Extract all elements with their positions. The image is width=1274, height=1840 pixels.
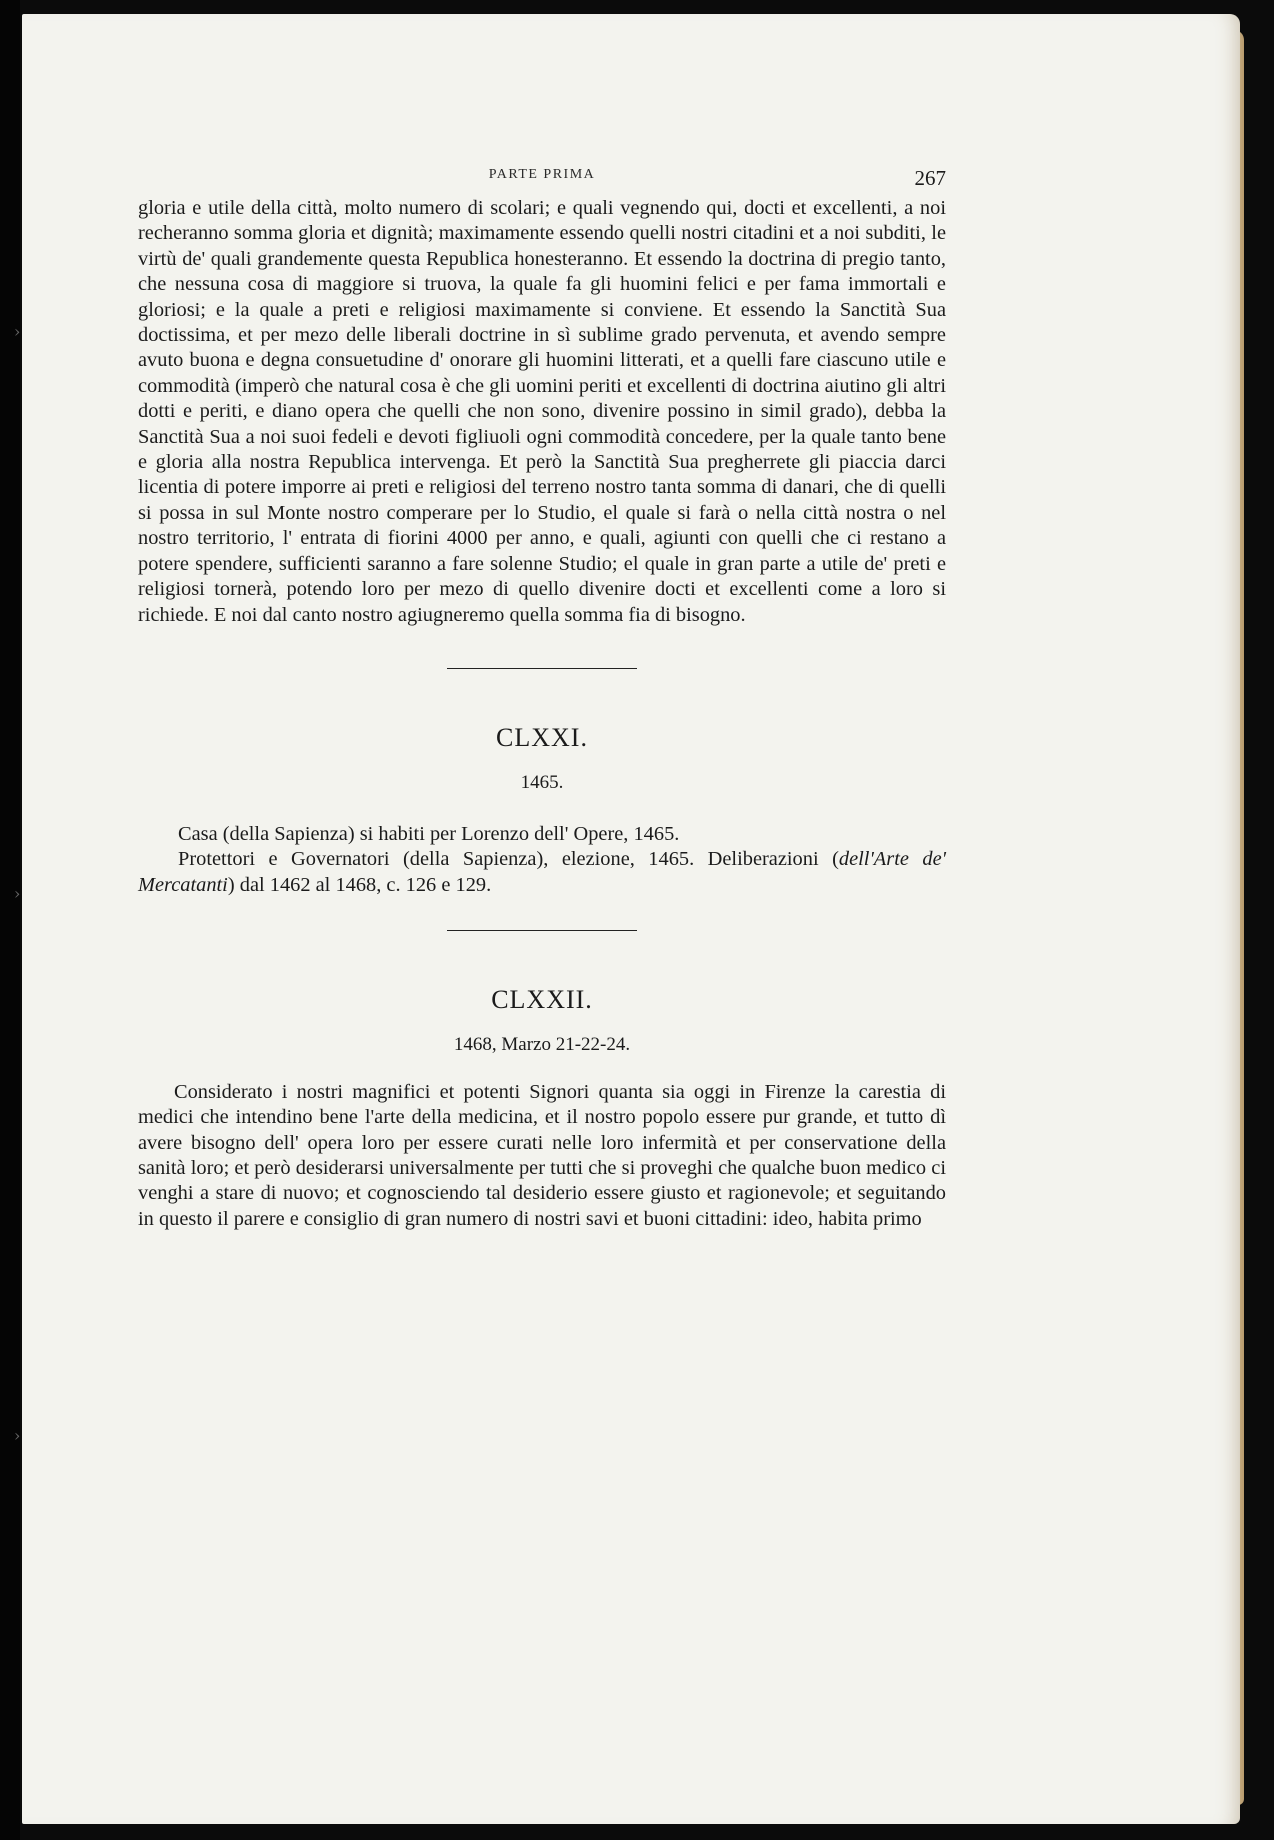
entry-protettori-text: Protettori e Governatori (della Sapienza), elezione, 1465. Deliberazioni ( (178, 848, 839, 871)
scan-left-border (0, 0, 20, 1840)
margin-mark: › (14, 322, 21, 341)
section-divider (447, 668, 637, 669)
document-date: 1468, Marzo 21-22-24. (453, 1034, 631, 1056)
running-head-title: PARTE PRIMA (488, 167, 596, 182)
entry-protettori (138, 847, 946, 898)
entry-casa: Casa (della Sapienza) si habiti per Lorenzo dell' Opere, 1465. (178, 822, 680, 845)
entry-protettori-tail: ) dal 1462 al 1468, c. 126 e 129. (227, 873, 492, 896)
document-paragraph: Considerato i nostri magnifici et potenti Signori quanta sia oggi in Firenze la carestia di medici che intendino bene l'arte della medicina, et il nostro popolo essere pur grande, et tutto dì avere bisogno dell' opera loro per essere curati nelle loro infermità et per conservatione della sanità loro; et però desiderarsi universalmente per tutti che si proveghi che qualche buon medico ci venghi a stare di nuovo; et cognosciendo tal desiderio essere giusto et ragionevole; et seguitando in questo il parere e consiglio di gran numero di nostri savi et buoni cittadini: ideo, habita primo (138, 1080, 946, 1230)
document-body (138, 1080, 946, 1232)
margin-mark: › (14, 1426, 21, 1445)
page-number: 267 (914, 166, 946, 190)
continuation-paragraph: gloria e utile della città, molto numero di scolari; e quali vegnendo qui, docti et excellenti, a noi recheranno somma gloria et dignità; maximamente essendo quelli nostri citadini et a noi subditi, le virtù de' quali grandemente questa Republica honesteranno. Et essendo la doctrina di pregio tanto, che nessuna cosa di maggiore si truova, la quale fa gli huomini felici e per fama immortali e gloriosi; e la quale a preti e religiosi maximamente si conviene. Et essendo la Sanctità Sua doctissima, et per mezo delle liberali doctrine in sì sublime grado pervenuta, et avendo sempre avuto buona e degna consuetudine d' onorare gli huomini litterati, et a quelli fare ciascuno utile e commodità (imperò che natural cosa è che gli uomini periti et excellenti di doctrina aiutino gli altri dotti e periti, e diano opera che quelli che non sono, divenire possino in simil grado), debba la Sanctità Sua a noi suoi fedeli e devoti figliuoli ogni commodità concedere, per la quale tanto bene e gloria alla nostra Republica intervenga. Et però la Sanctità Sua pregherrete gli piaccia darci licentia di potere imporre ai preti e religiosi del terreno nostro tanta somma di danari, che di quelli si possa in sul Monte nostro comperare per lo Studio, el quale si farà o nella città nostra o nel nostro territorio, l' entrata di fiorini 4000 per anno, e quali, agiunti con quelli che ci restano a potere spendere, sufficienti saranno a fare solenne Studio; el quale in gran parte a utile de' preti e religiosi tornerà, potendo loro per mezo di quello divenire docti et excellenti come a loro si richiede. E noi dal canto nostro agiugneremo quella somma fia di bisogno. (138, 197, 946, 626)
document-date: 1465. (520, 772, 564, 794)
section-divider (447, 930, 637, 931)
document-number: CLXXI. (496, 722, 588, 752)
entry-protettori-source-italic: dell'Arte de' Mercatanti (138, 848, 946, 896)
running-head (138, 160, 946, 194)
document-number: CLXXII. (491, 984, 593, 1014)
margin-mark: › (14, 884, 21, 903)
page-content (138, 160, 946, 1232)
